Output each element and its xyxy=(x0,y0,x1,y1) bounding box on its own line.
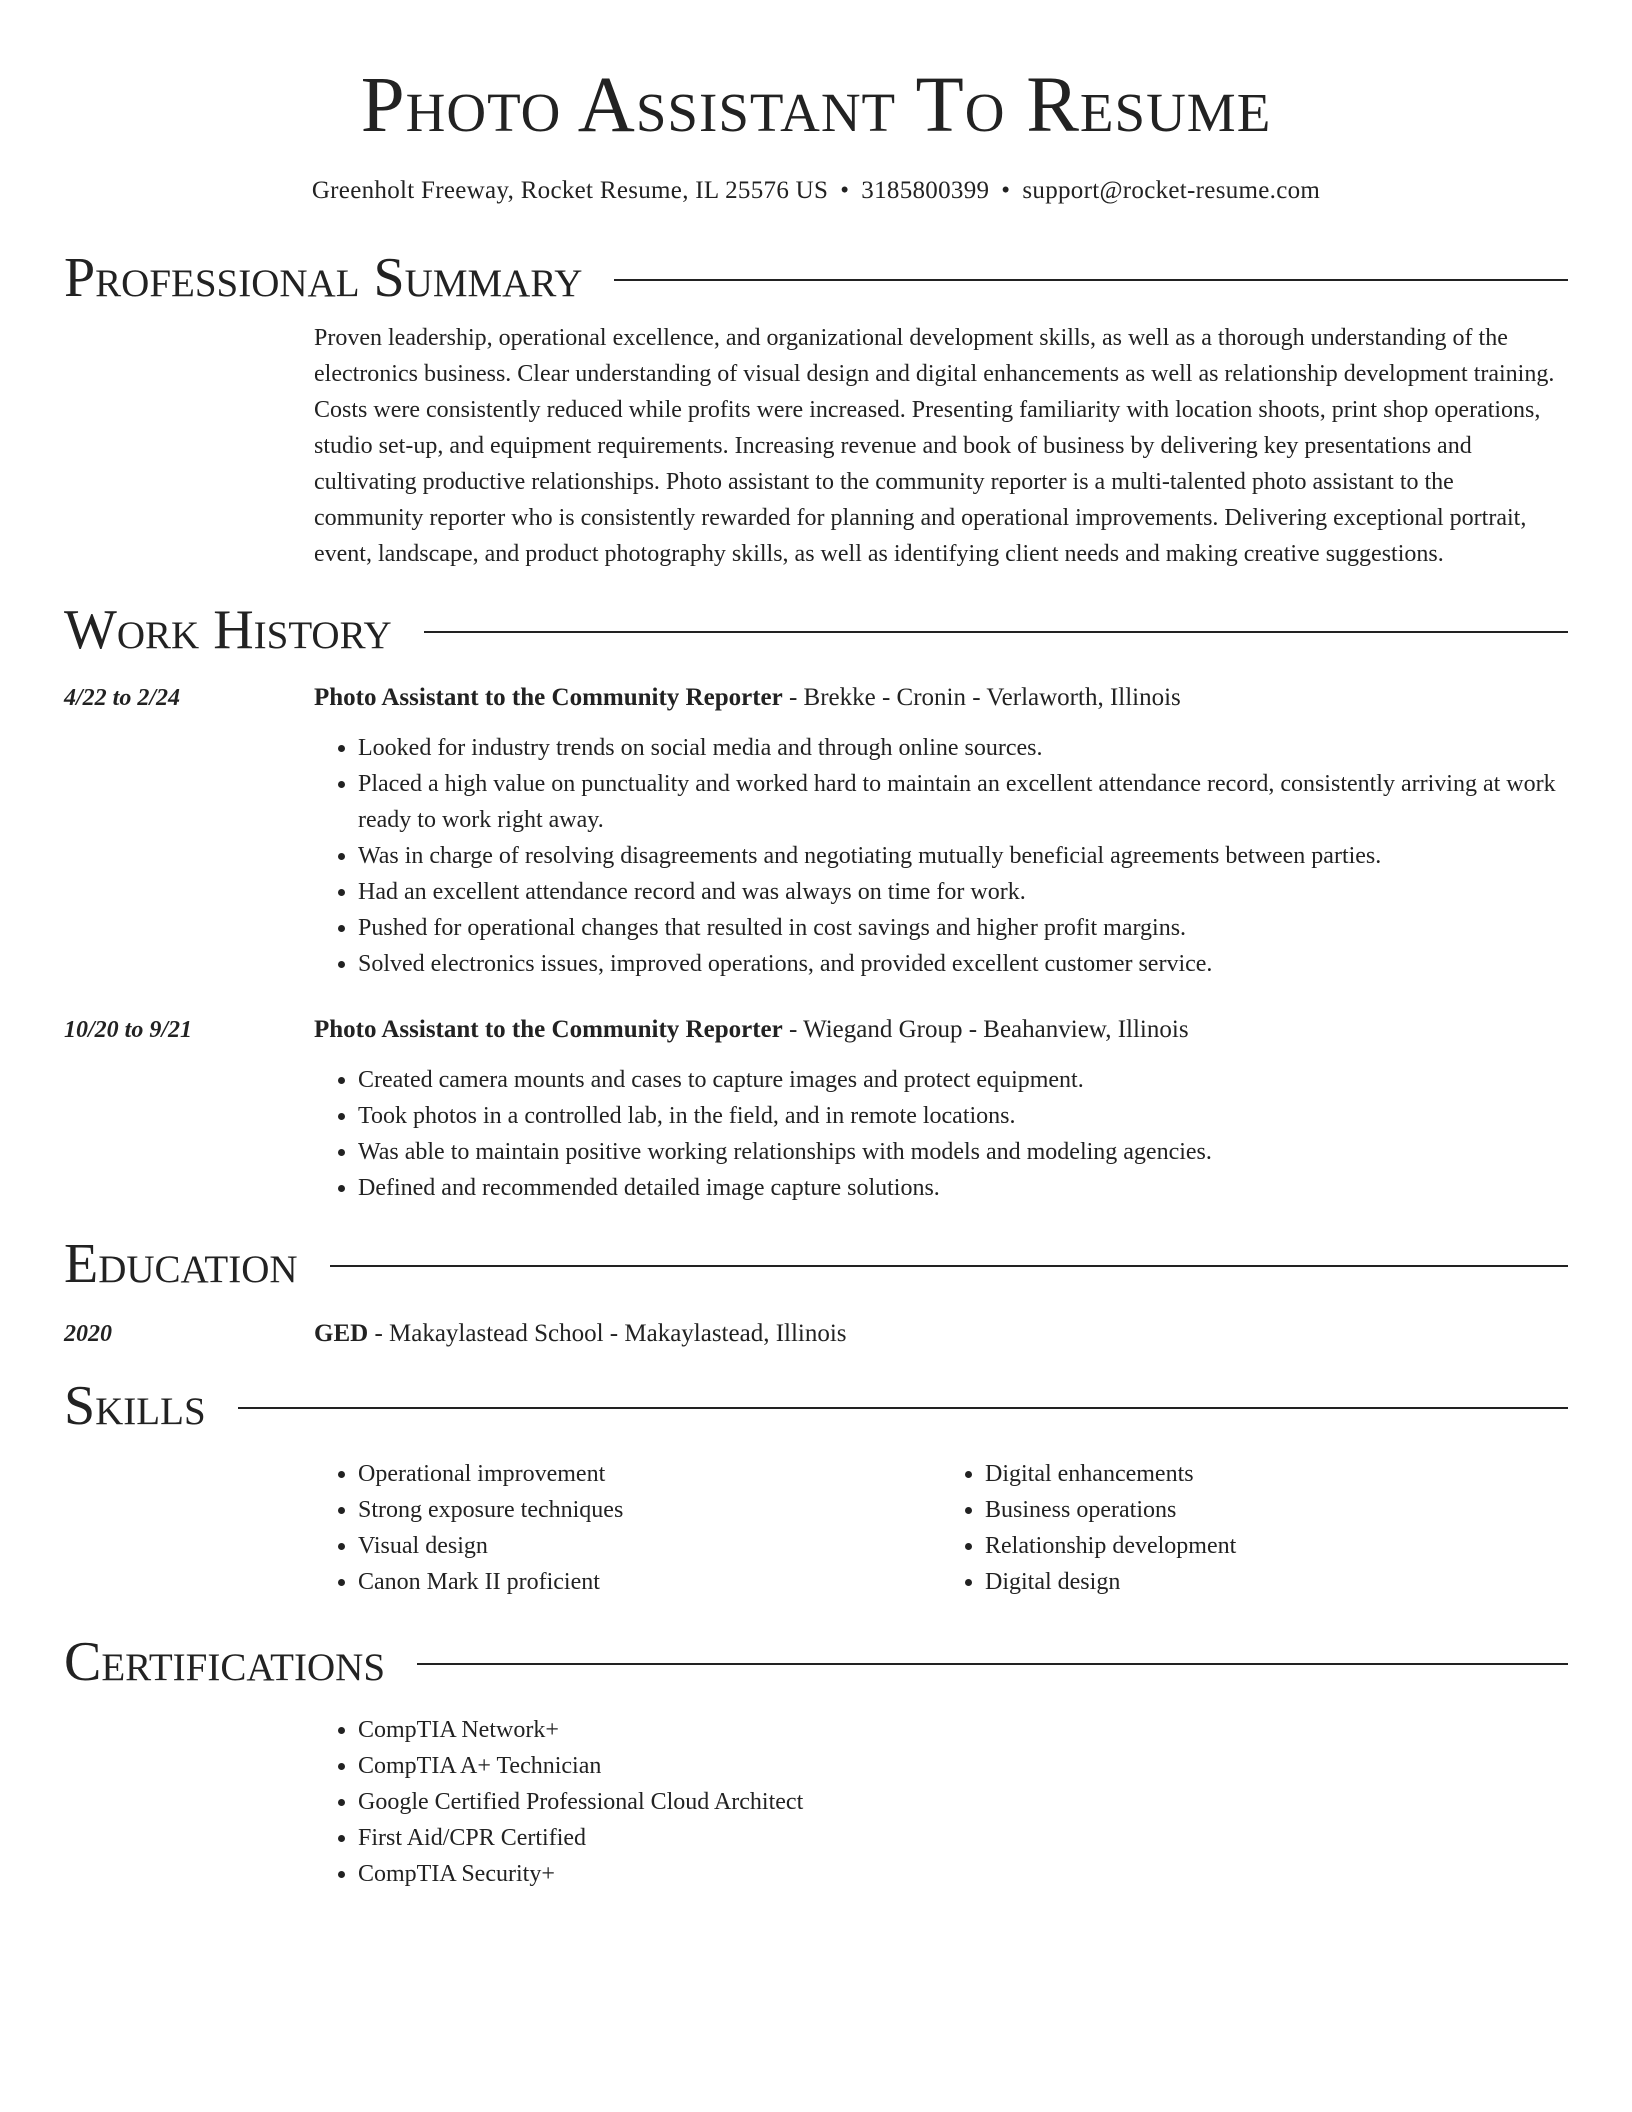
education-section-header xyxy=(64,1232,1568,1296)
section-divider xyxy=(424,631,1568,633)
section-divider xyxy=(238,1407,1568,1409)
education-school-location: - Makaylastead School - Makaylastead, Illinois xyxy=(368,1320,847,1347)
job-title-line xyxy=(314,680,1568,716)
job-title-line xyxy=(314,1012,1568,1048)
job-bullet: • Was able to maintain positive working relationships with models and modeling agencies. xyxy=(358,1134,1568,1170)
job-title: Photo Assistant to the Community Reporter xyxy=(314,1016,783,1043)
summary-heading: Professional Summary xyxy=(64,247,583,309)
job-bullet: • Took photos in a controlled lab, in the field, and in remote locations. xyxy=(358,1098,1568,1134)
skills-list xyxy=(314,1456,941,1600)
skills-list xyxy=(941,1456,1568,1600)
job-employer-location: - Wiegand Group - Beahanview, Illinois xyxy=(782,1016,1189,1043)
work-heading: Work History xyxy=(64,599,392,661)
job-dates: 4/22 to 2/24 xyxy=(64,685,181,711)
job-dates: 10/20 to 9/21 xyxy=(64,1017,193,1043)
section-divider xyxy=(417,1663,1568,1665)
skill-item: • Digital design xyxy=(985,1564,1568,1600)
job-header-row xyxy=(64,1012,1568,1048)
contact-separator: • xyxy=(1001,177,1011,204)
job-entry xyxy=(64,1012,1568,1206)
education-heading: Education xyxy=(64,1233,298,1295)
certification-item: • Google Certified Professional Cloud Architect xyxy=(358,1784,1568,1820)
work-section-header xyxy=(64,598,1568,662)
job-bullets-row xyxy=(64,1062,1568,1206)
job-bullet: • Looked for industry trends on social media and through online sources. xyxy=(358,730,1568,766)
job-header-row xyxy=(64,680,1568,716)
job-bullets-row xyxy=(64,730,1568,982)
job-bullet: • Defined and recommended detailed image capture solutions. xyxy=(358,1170,1568,1206)
job-bullet: • Pushed for operational changes that resulted in cost savings and higher profit margins. xyxy=(358,910,1568,946)
certifications-section-header xyxy=(64,1630,1568,1694)
skill-item: • Canon Mark II proficient xyxy=(358,1564,941,1600)
certifications-spacer xyxy=(64,1712,314,1892)
resume-title: Photo Assistant To Resume xyxy=(360,62,1272,149)
contact-phone: 3185800399 xyxy=(861,177,990,204)
summary-text: Proven leadership, operational excellence, and organizational development skills, as well as a thorough understanding of the electronics business. Clear understanding of visual design and digital enhancements as well as relationship development training. Costs were consistently reduced while profits were increased. Presenting familiarity with location shoots, print shop operations, studio set-up, and equipment requirements. Increasing revenue and book of business by delivering key presentations and cultivating productive relationships. Photo assistant to the community reporter is a multi-talented photo assistant to the community reporter who is consistently rewarded for planning and operational improvements. Delivering exceptional portrait, event, landscape, and product photography skills, as well as identifying client needs and making creative suggestions. xyxy=(314,325,1555,567)
job-entry xyxy=(64,680,1568,982)
contact-separator: • xyxy=(840,177,850,204)
section-divider xyxy=(330,1265,1568,1267)
certifications-body xyxy=(314,1712,1568,1892)
summary-left-column xyxy=(64,310,314,572)
certification-item: • CompTIA A+ Technician xyxy=(358,1748,1568,1784)
skill-item: • Strong exposure techniques xyxy=(358,1492,941,1528)
certifications-heading: Certifications xyxy=(64,1631,386,1693)
job-bullets-spacer xyxy=(64,1062,314,1206)
job-bullets-body xyxy=(314,730,1568,982)
skill-item: • Relationship development xyxy=(985,1528,1568,1564)
job-employer-location: - Brekke - Cronin - Verlaworth, Illinois xyxy=(782,684,1181,711)
certifications-row xyxy=(64,1712,1568,1892)
skill-item: • Operational improvement xyxy=(358,1456,941,1492)
job-bullet: • Solved electronics issues, improved operations, and provided excellent customer service. xyxy=(358,946,1568,982)
summary-row xyxy=(64,310,1568,572)
education-row xyxy=(64,1316,1568,1352)
skills-grid xyxy=(314,1456,1568,1600)
education-line xyxy=(314,1316,1568,1352)
job-bullet-list xyxy=(314,730,1568,982)
summary-body xyxy=(314,310,1568,572)
job-bullets-spacer xyxy=(64,730,314,982)
job-title: Photo Assistant to the Community Reporter xyxy=(314,684,783,711)
job-bullet: • Was in charge of resolving disagreements and negotiating mutually beneficial agreements between parties. xyxy=(358,838,1568,874)
contact-email: support@rocket-resume.com xyxy=(1022,177,1321,204)
job-bullets-body xyxy=(314,1062,1568,1206)
job-bullet: • Created camera mounts and cases to capture images and protect equipment. xyxy=(358,1062,1568,1098)
skill-item: • Business operations xyxy=(985,1492,1568,1528)
education-degree: GED xyxy=(314,1320,369,1347)
job-bullet: • Placed a high value on punctuality and worked hard to maintain an excellent attendance record, consistently arriving at work ready to work right away. xyxy=(358,766,1568,838)
certification-item: • First Aid/CPR Certified xyxy=(358,1820,1568,1856)
skill-item: • Digital enhancements xyxy=(985,1456,1568,1492)
skills-row xyxy=(64,1456,1568,1600)
certification-item: • CompTIA Security+ xyxy=(358,1856,1568,1892)
skill-item: • Visual design xyxy=(358,1528,941,1564)
education-year: 2020 xyxy=(64,1321,112,1347)
summary-section-header xyxy=(64,246,1568,310)
skills-heading: Skills xyxy=(64,1375,206,1437)
skills-section-header xyxy=(64,1374,1568,1438)
job-bullet: • Had an excellent attendance record and was always on time for work. xyxy=(358,874,1568,910)
skills-column xyxy=(941,1456,1568,1600)
contact-line xyxy=(64,174,1568,208)
certifications-list xyxy=(314,1712,1568,1892)
contact-address: Greenholt Freeway, Rocket Resume, IL 25576 US xyxy=(311,177,829,204)
certification-item: • CompTIA Network+ xyxy=(358,1712,1568,1748)
skills-spacer xyxy=(64,1456,314,1600)
skills-column xyxy=(314,1456,941,1600)
job-bullet-list xyxy=(314,1062,1568,1206)
section-divider xyxy=(614,279,1568,281)
